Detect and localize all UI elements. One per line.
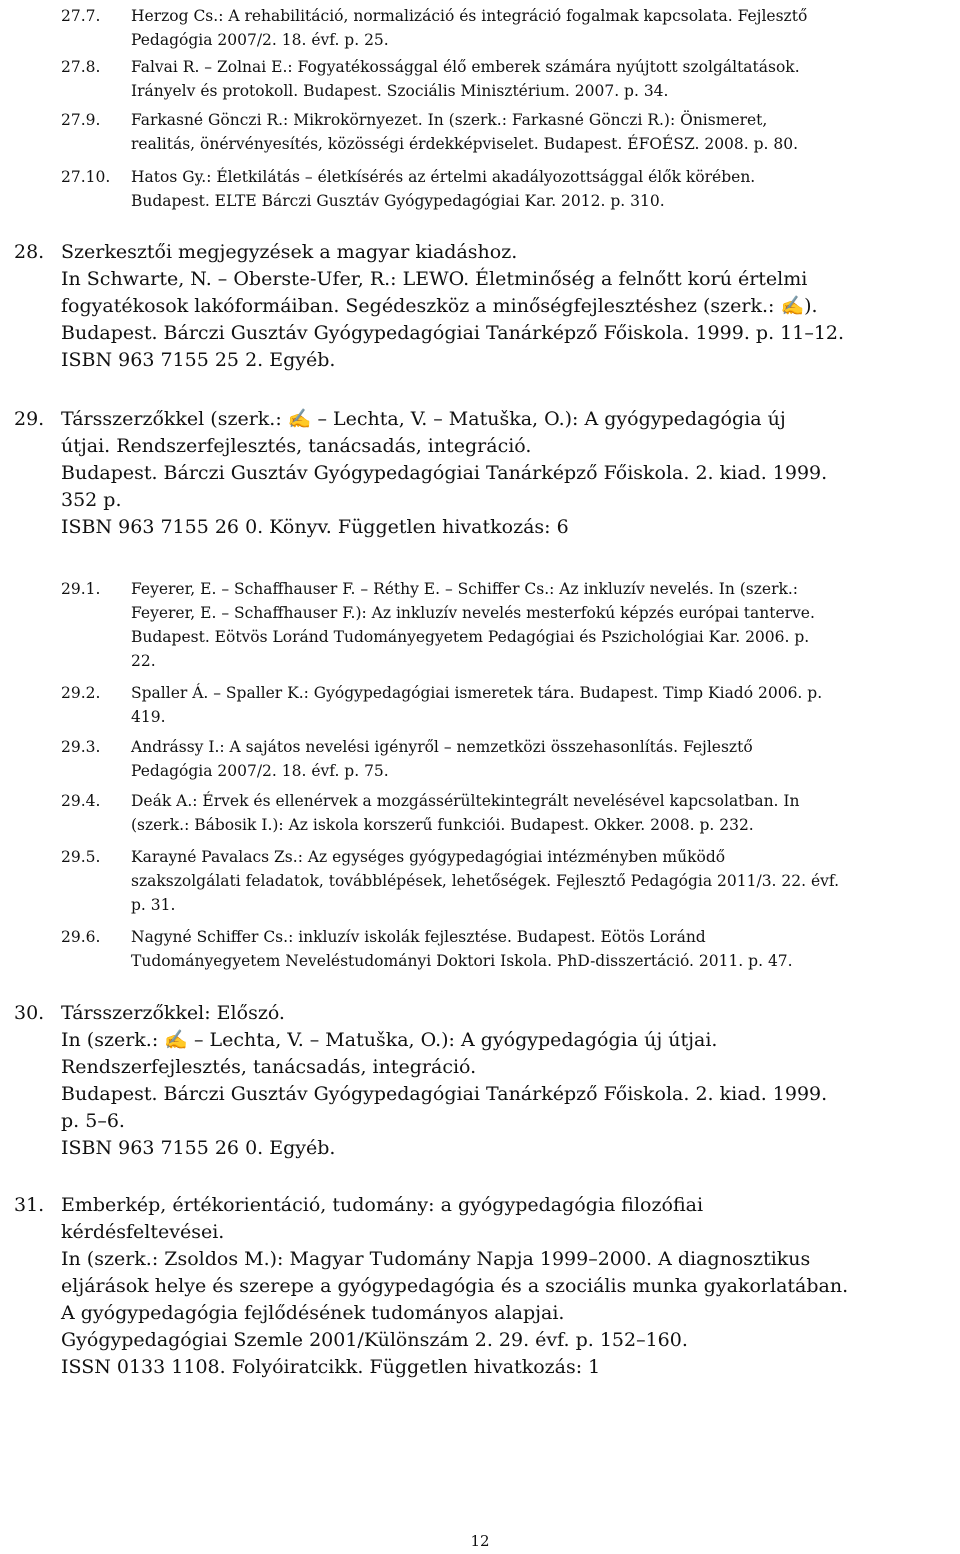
reference-line: 419. xyxy=(131,708,166,726)
reference-line: Pedagógia 2007/2. 18. évf. p. 25. xyxy=(131,31,389,49)
reference-line: fogyatékosok lakóformáiban. Segédeszköz a minőségfejlesztéshez (szerk.: ✍). xyxy=(61,295,818,317)
reference-line: Hatos Gy.: Életkilátás – életkísérés az értelmi akadályozottsággal élők körében. xyxy=(131,168,756,186)
reference-line: ISBN 963 7155 26 0. Könyv. Független hivatkozás: 6 xyxy=(61,516,569,538)
reference-line: Budapest. ELTE Bárczi Gusztáv Gyógypedagógiai Kar. 2012. p. 310. xyxy=(131,192,665,210)
reference-line: Budapest. Eötvös Loránd Tudományegyetem Pedagógiai és Pszichológiai Kar. 2006. p. xyxy=(131,628,810,646)
reference-line: Rendszerfejlesztés, tanácsadás, integráció. xyxy=(61,1056,477,1078)
reference-number: 31. xyxy=(14,1194,45,1216)
reference-29-2 xyxy=(61,681,946,729)
reference-line: 22. xyxy=(131,652,156,670)
reference-line: Gyógypedagógiai Szemle 2001/Különszám 2. 29. évf. p. 152–160. xyxy=(61,1329,688,1351)
reference-line: Andrássy I.: A sajátos nevelési igényről – nemzetközi összehasonlítás. Fejlesztő xyxy=(131,738,753,756)
reference-line: Nagyné Schiffer Cs.: inkluzív iskolák fejlesztése. Budapest. Eötös Loránd xyxy=(131,928,706,946)
reference-line: In Schwarte, N. – Oberste-Ufer, R.: LEWO. Életminőség a felnőtt korú értelmi xyxy=(61,268,808,290)
reference-line: p. 5–6. xyxy=(61,1110,125,1132)
reference-line: szakszolgálati feladatok, továbblépések, lehetőségek. Fejlesztő Pedagógia 2011/3. 22. évf. xyxy=(131,872,840,890)
reference-number: 28. xyxy=(14,241,45,263)
reference-line: Emberkép, értékorientáció, tudomány: a gyógypedagógia filozófiai xyxy=(61,1194,704,1216)
reference-29-5 xyxy=(61,845,946,917)
reference-27-10 xyxy=(61,165,946,213)
reference-number: 29.6. xyxy=(61,928,101,946)
reference-line: útjai. Rendszerfejlesztés, tanácsadás, integráció. xyxy=(61,435,532,457)
reference-line: Irányelv és protokoll. Budapest. Szociális Minisztérium. 2007. p. 34. xyxy=(131,82,669,100)
reference-line: Feyerer, E. – Schaffhauser F.): Az inkluzív nevelés mesterfokú képzés európai tanterve. xyxy=(131,604,815,622)
reference-line: (szerk.: Bábosik I.): Az iskola korszerű funkciói. Budapest. Okker. 2008. p. 232. xyxy=(131,816,754,834)
reference-number: 27.8. xyxy=(61,58,101,76)
reference-28 xyxy=(14,239,949,374)
reference-number: 27.9. xyxy=(61,111,101,129)
reference-line: A gyógypedagógia fejlődésének tudományos alapjai. xyxy=(61,1302,565,1324)
reference-line: Társszerzőkkel: Előszó. xyxy=(61,1002,285,1024)
reference-line: In (szerk.: Zsoldos M.): Magyar Tudomány Napja 1999–2000. A diagnosztikus xyxy=(61,1248,811,1270)
reference-number: 29.2. xyxy=(61,684,101,702)
reference-line: Herzog Cs.: A rehabilitáció, normalizáció és integráció fogalmak kapcsolata. Fejlesztő xyxy=(131,7,808,25)
reference-line: Deák A.: Érvek és ellenérvek a mozgássérültekintegrált nevelésével kapcsolatban. In xyxy=(131,792,800,810)
reference-29-4 xyxy=(61,789,946,837)
reference-number: 29.4. xyxy=(61,792,101,810)
reference-line: Budapest. Bárczi Gusztáv Gyógypedagógiai Tanárképző Főiskola. 2. kiad. 1999. xyxy=(61,1083,828,1105)
reference-line: In (szerk.: ✍ – Lechta, V. – Matuška, O.): A gyógypedagógia új útjai. xyxy=(61,1029,718,1051)
reference-number: 27.7. xyxy=(61,7,101,25)
reference-line: 352 p. xyxy=(61,489,122,511)
reference-line: Pedagógia 2007/2. 18. évf. p. 75. xyxy=(131,762,389,780)
reference-line: kérdésfeltevései. xyxy=(61,1221,225,1243)
reference-line: Spaller Á. – Spaller K.: Gyógypedagógiai ismeretek tára. Budapest. Timp Kiadó 2006. p. xyxy=(131,684,823,702)
reference-line: Karayné Pavalacs Zs.: Az egységes gyógypedagógiai intézményben működő xyxy=(131,848,726,866)
reference-27-7 xyxy=(61,4,946,52)
reference-line: Társszerzőkkel (szerk.: ✍ – Lechta, V. – Matuška, O.): A gyógypedagógia új xyxy=(61,408,786,430)
reference-number: 30. xyxy=(14,1002,45,1024)
reference-line: Falvai R. – Zolnai E.: Fogyatékossággal élő emberek számára nyújtott szolgáltatások. xyxy=(131,58,800,76)
reference-line: ISBN 963 7155 25 2. Egyéb. xyxy=(61,349,336,371)
reference-30 xyxy=(14,1000,949,1162)
reference-number: 29.5. xyxy=(61,848,101,866)
reference-29-1 xyxy=(61,577,946,673)
reference-line: ISBN 963 7155 26 0. Egyéb. xyxy=(61,1137,336,1159)
reference-29-6 xyxy=(61,925,946,973)
reference-number: 29.3. xyxy=(61,738,101,756)
reference-number: 27.10. xyxy=(61,168,111,186)
reference-number: 29. xyxy=(14,408,45,430)
reference-line: eljárások helye és szerepe a gyógypedagógia és a szociális munka gyakorlatában. xyxy=(61,1275,849,1297)
page-number: 12 xyxy=(470,1532,490,1550)
reference-31 xyxy=(14,1192,949,1381)
reference-line: Feyerer, E. – Schaffhauser F. – Réthy E. – Schiffer Cs.: Az inkluzív nevelés. In (szerk.: xyxy=(131,580,799,598)
reference-line: ISSN 0133 1108. Folyóiratcikk. Független hivatkozás: 1 xyxy=(61,1356,601,1378)
reference-line: realitás, önérvényesítés, közösségi érdekképviselet. Budapest. ÉFOÉSZ. 2008. p. 80. xyxy=(131,135,799,153)
reference-line: Szerkesztői megjegyzések a magyar kiadáshoz. xyxy=(61,241,518,263)
reference-line: Budapest. Bárczi Gusztáv Gyógypedagógiai Tanárképző Főiskola. 1999. p. 11–12. xyxy=(61,322,845,344)
reference-line: Farkasné Gönczi R.: Mikrokörnyezet. In (szerk.: Farkasné Gönczi R.): Önismeret, xyxy=(131,111,768,129)
reference-27-8 xyxy=(61,55,946,103)
reference-29 xyxy=(14,406,949,541)
reference-line: Tudományegyetem Neveléstudományi Doktori Iskola. PhD-disszertáció. 2011. p. 47. xyxy=(131,952,793,970)
reference-27-9 xyxy=(61,108,946,156)
reference-number: 29.1. xyxy=(61,580,101,598)
reference-29-3 xyxy=(61,735,946,783)
reference-line: Budapest. Bárczi Gusztáv Gyógypedagógiai Tanárképző Főiskola. 2. kiad. 1999. xyxy=(61,462,828,484)
reference-line: p. 31. xyxy=(131,896,176,914)
